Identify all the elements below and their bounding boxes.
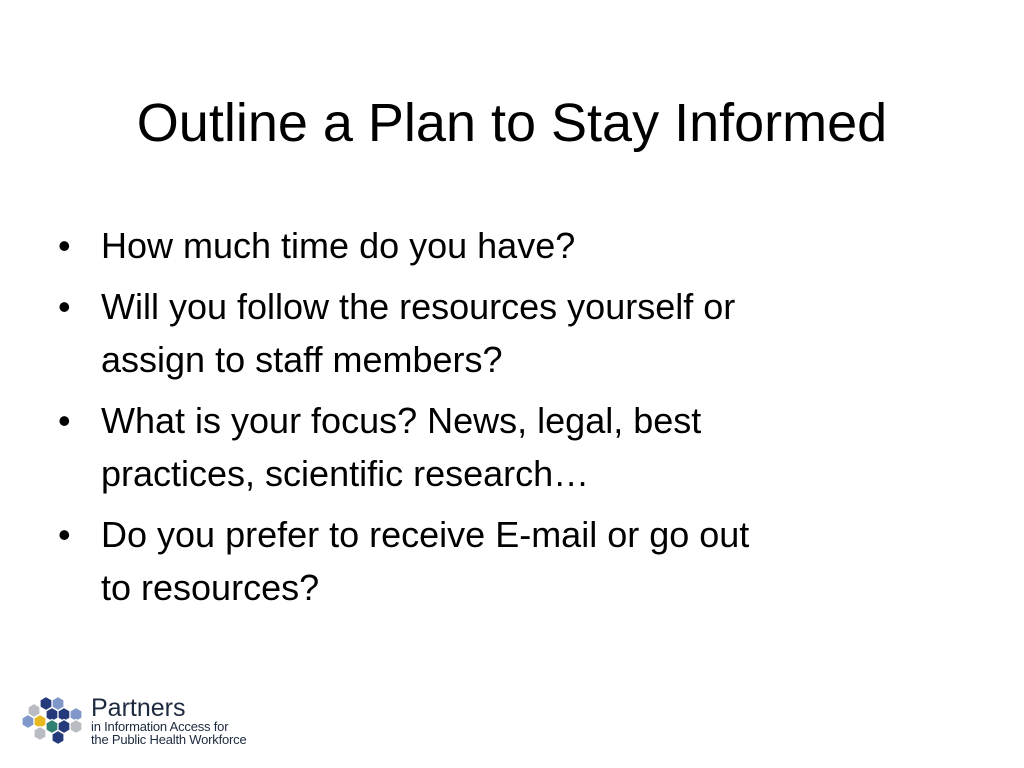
bullet-list — [58, 219, 938, 622]
bullet-text-line: Will you follow the resources yourself or — [101, 286, 736, 327]
bullet-text-line: practices, scientific research… — [101, 453, 590, 494]
hexagon-light-blue — [22, 715, 34, 729]
bullet-text-line: to resources? — [101, 567, 320, 608]
bullet-item — [58, 508, 938, 614]
hexagon-navy — [52, 731, 64, 745]
hexagon-gray — [34, 727, 46, 741]
partners-logo — [19, 693, 279, 753]
logo-subtitle-line: in Information Access for — [91, 719, 229, 734]
bullet-item — [58, 219, 938, 272]
bullet-symbol: • — [58, 400, 71, 441]
slide-title: Outline a Plan to Stay Informed — [136, 93, 888, 153]
bullet-symbol: • — [58, 514, 71, 555]
bullet-item — [58, 394, 938, 500]
bullet-text-line: assign to staff members? — [101, 339, 503, 380]
logo-subtitle-line: the Public Health Workforce — [91, 732, 247, 747]
bullet-text-line: What is your focus? News, legal, best — [101, 400, 702, 441]
bullet-symbol: • — [58, 286, 71, 327]
bullet-symbol: • — [58, 225, 71, 266]
bullet-item — [58, 280, 938, 386]
bullet-text: How much time do you have? — [101, 225, 576, 266]
logo-name: Partners — [91, 694, 186, 722]
hexagon-gray — [70, 720, 82, 734]
hexagon-cluster-icon — [19, 693, 91, 753]
bullet-text-line: Do you prefer to receive E-mail or go out — [101, 514, 750, 555]
